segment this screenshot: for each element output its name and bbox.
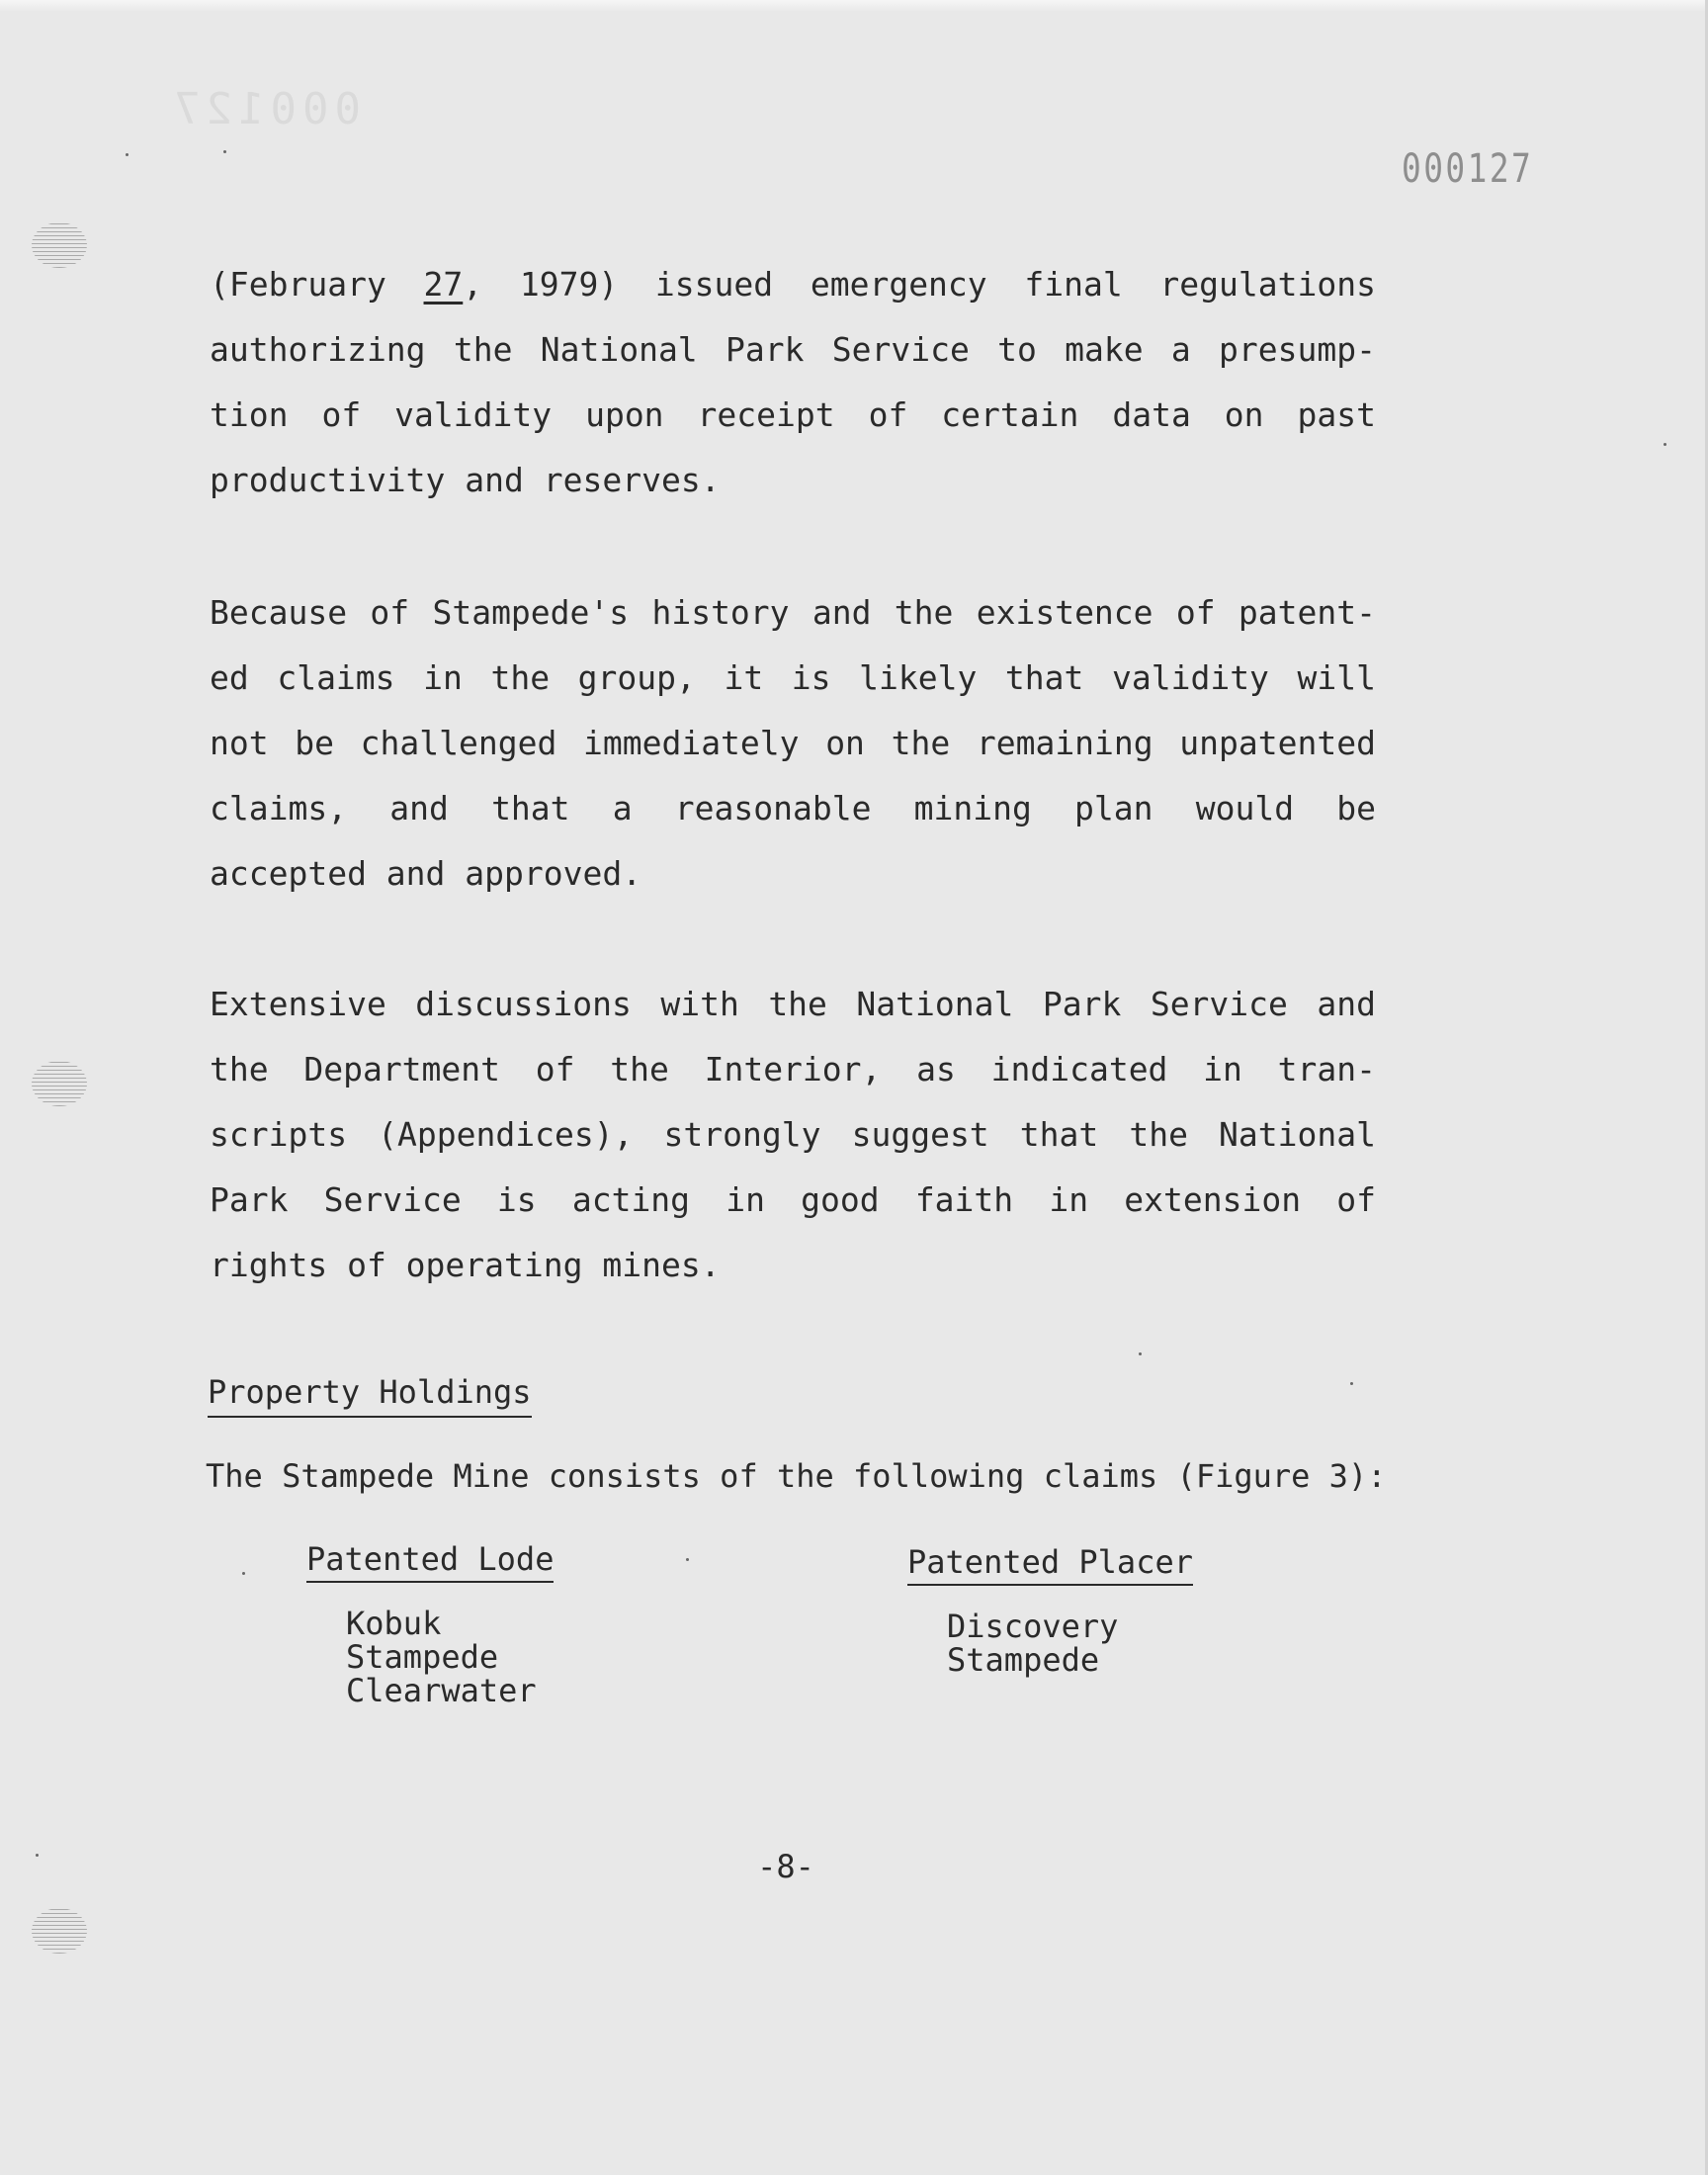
list-item: Stampede <box>947 1641 1100 1679</box>
text-fragment: , 1979) issued emergency final regulations <box>463 265 1376 304</box>
paragraph-line: authorizing the National Park Service to make a presump- <box>210 330 1376 369</box>
bleed-through-stamp: 000127 <box>168 84 361 134</box>
placer-claims-list <box>947 1610 1118 1677</box>
scan-speck <box>242 1572 245 1575</box>
list-item: Kobuk <box>346 1605 442 1642</box>
scan-speck <box>1664 443 1666 446</box>
paragraph-line: productivity and reserves. <box>210 461 721 499</box>
intro-sentence: The Stampede Mine consists of the following claims (Figure 3): <box>206 1457 1387 1495</box>
paragraph-line: Park Service is acting in good faith in extension of <box>210 1180 1376 1219</box>
paragraph-validity <box>210 580 1376 907</box>
paragraph-line: claims, and that a reasonable mining plan would be <box>210 789 1376 827</box>
list-item: Discovery <box>947 1608 1119 1645</box>
list-item: Stampede <box>346 1638 499 1676</box>
scan-speck <box>1350 1382 1353 1385</box>
paragraph-line: Because of Stampede's history and the existence of patent- <box>210 593 1376 632</box>
column-heading-placer: Patented Placer <box>907 1542 1193 1586</box>
paragraph-line <box>210 252 1376 317</box>
scan-speck <box>686 1558 689 1561</box>
column-heading-lode: Patented Lode <box>306 1539 554 1583</box>
punch-hole-top <box>32 222 87 268</box>
paragraph-line: Extensive discussions with the National Park Service and <box>210 985 1376 1023</box>
list-item: Clearwater <box>346 1672 537 1709</box>
paragraph-line: not be challenged immediately on the remaining unpatented <box>210 724 1376 762</box>
paragraph-line: rights of operating mines. <box>210 1246 721 1284</box>
section-heading: Property Holdings <box>208 1372 532 1418</box>
underlined-date: 27 <box>423 265 464 304</box>
paragraph-line: ed claims in the group, it is likely that validity will <box>210 658 1376 697</box>
scan-speck <box>223 150 226 153</box>
paragraph-regulations <box>210 252 1376 513</box>
page-top-edge <box>0 0 1708 12</box>
punch-hole-middle <box>32 1061 87 1106</box>
paragraph-line: accepted and approved. <box>210 854 642 893</box>
scan-speck <box>1139 1352 1142 1355</box>
punch-hole-bottom <box>32 1908 87 1954</box>
text-fragment: (February <box>210 265 424 304</box>
paragraph-discussions <box>210 972 1376 1298</box>
scan-speck <box>126 153 128 156</box>
page-stamp-number: 000127 <box>1402 146 1534 192</box>
paragraph-line: the Department of the Interior, as indicated in tran- <box>210 1050 1376 1088</box>
scan-speck <box>36 1854 39 1857</box>
page-number: -8- <box>757 1848 814 1885</box>
lode-claims-list <box>346 1607 537 1707</box>
paragraph-line: tion of validity upon receipt of certain data on past <box>210 395 1376 434</box>
paragraph-line: scripts (Appendices), strongly suggest that the National <box>210 1115 1376 1154</box>
